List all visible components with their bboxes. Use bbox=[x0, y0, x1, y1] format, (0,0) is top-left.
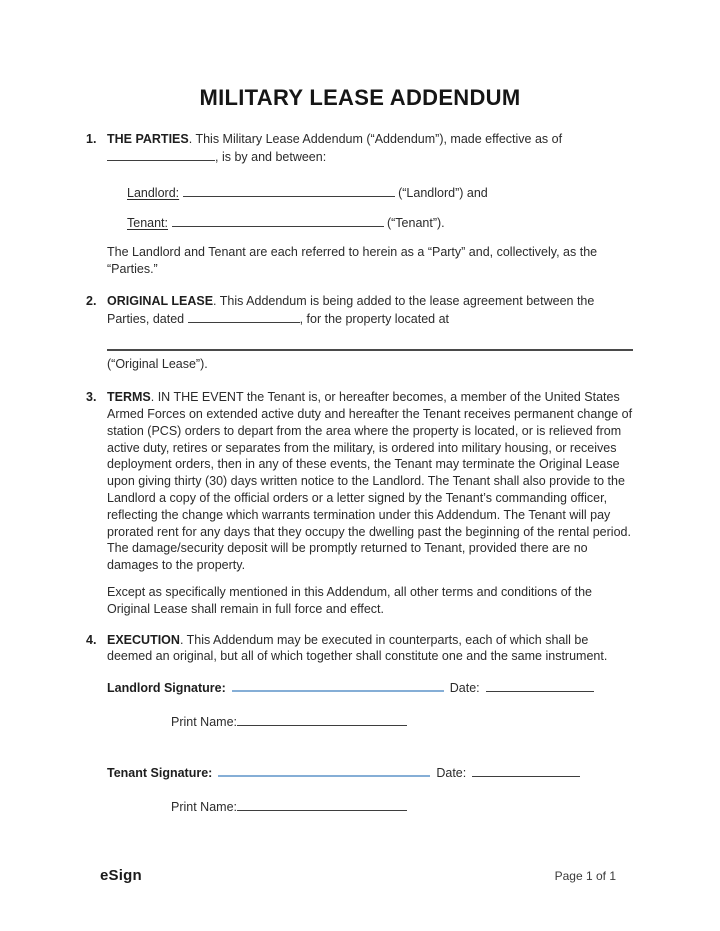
tenant-signature-row bbox=[107, 764, 633, 782]
section-execution-heading: EXECUTION bbox=[107, 632, 180, 647]
section-parties-text bbox=[107, 131, 633, 166]
section-parties-tail: , is by and between: bbox=[215, 149, 327, 164]
landlord-print-label: Print Name: bbox=[171, 715, 237, 730]
section-original-lease-tail: , for the property located at bbox=[299, 311, 449, 326]
document-content bbox=[0, 131, 720, 815]
section-terms-text bbox=[107, 389, 633, 574]
section-terms-heading: TERMS bbox=[107, 390, 151, 405]
lease-date-blank[interactable] bbox=[188, 310, 300, 323]
parties-collective-text: The Landlord and Tenant are each referred to herein as a “Party” and, collectively, as the “Parties.” bbox=[107, 245, 598, 277]
tenant-date-label: Date: bbox=[436, 765, 467, 780]
section-original-lease-text bbox=[107, 293, 633, 328]
landlord-tail: (“Landlord”) and bbox=[398, 185, 488, 200]
terms-survival-text: Except as specifically mentioned in this Addendum, all other terms and conditions of the Original Lease shall remain in full force and effect. bbox=[107, 585, 592, 616]
effective-date-blank[interactable] bbox=[107, 148, 215, 161]
property-address-blank[interactable] bbox=[107, 337, 633, 351]
page-indicator: Page 1 of 1 bbox=[554, 869, 616, 883]
tenant-print-name-row bbox=[171, 798, 633, 816]
section-parties bbox=[86, 131, 633, 278]
tenant-name-blank[interactable] bbox=[172, 214, 384, 227]
section-parties-lead: . This Military Lease Addendum (“Addendum”), made effective as of bbox=[188, 132, 563, 147]
document-title: MILITARY LEASE ADDENDUM bbox=[199, 85, 521, 110]
section-original-lease bbox=[86, 293, 633, 373]
tenant-signature-field[interactable] bbox=[218, 764, 430, 777]
section-terms-number: 3. bbox=[86, 390, 97, 405]
tenant-label: Tenant: bbox=[127, 216, 169, 231]
section-original-lease-number: 2. bbox=[86, 293, 97, 308]
landlord-date-field[interactable] bbox=[486, 679, 594, 692]
tenant-date-field[interactable] bbox=[472, 764, 580, 777]
landlord-row bbox=[127, 184, 633, 202]
section-original-lease-lead: . This Addendum is being added to the lease agreement between the Parties, dated bbox=[107, 293, 595, 326]
landlord-label: Landlord: bbox=[127, 185, 180, 200]
section-execution-text bbox=[107, 632, 633, 666]
tenant-tail: (“Tenant”). bbox=[386, 216, 445, 231]
landlord-signature-label: Landlord Signature: bbox=[107, 681, 226, 696]
section-execution-body: . This Addendum may be executed in counterparts, each of which shall be deemed an original, but all of which together shall constitute one and the same instrument. bbox=[107, 632, 608, 664]
esign-logo: eSign bbox=[100, 867, 142, 884]
landlord-print-name-row bbox=[171, 713, 633, 731]
section-terms bbox=[86, 389, 633, 617]
landlord-signature-row bbox=[107, 679, 633, 697]
tenant-print-label: Print Name: bbox=[171, 799, 237, 814]
landlord-name-blank[interactable] bbox=[183, 184, 395, 197]
section-execution-number: 4. bbox=[86, 632, 97, 647]
tenant-signature-label: Tenant Signature: bbox=[107, 765, 213, 780]
landlord-print-name-field[interactable] bbox=[237, 713, 407, 726]
tenant-print-name-field[interactable] bbox=[237, 798, 407, 811]
section-terms-body: . IN THE EVENT the Tenant is, or hereafter becomes, a member of the United States Armed Forces on extended active duty and hereafter the Tenant receives permanent change of station (PCS) orders to depart from the area where the property is located, or is relieved from active duty, retires or separates from the military, is ordered into military housing, or receives deployment orders, then in any of these events, the Tenant may terminate the Original Lease upon giving thirty (30) days written notice to the Landlord. The Tenant shall also provide to the Landlord a copy of the official orders or a letter signed by the Tenant’s commanding officer, reflecting the change which warrants termination under this Addendum. The Tenant will pay prorated rent for any days that they occupy the dwelling past the beginning of the rental period. The damage/security deposit will be promptly returned to Tenant, provided there are no damages to the property. bbox=[107, 390, 633, 573]
tenant-row bbox=[127, 214, 633, 232]
section-parties-heading: THE PARTIES bbox=[107, 132, 189, 147]
section-parties-number: 1. bbox=[86, 132, 97, 147]
original-lease-caption: (“Original Lease”). bbox=[107, 357, 208, 372]
page-footer bbox=[100, 867, 616, 884]
landlord-signature-field[interactable] bbox=[232, 679, 444, 692]
section-original-lease-heading: ORIGINAL LEASE bbox=[107, 293, 214, 308]
landlord-date-label: Date: bbox=[449, 681, 480, 696]
section-execution bbox=[86, 632, 633, 816]
